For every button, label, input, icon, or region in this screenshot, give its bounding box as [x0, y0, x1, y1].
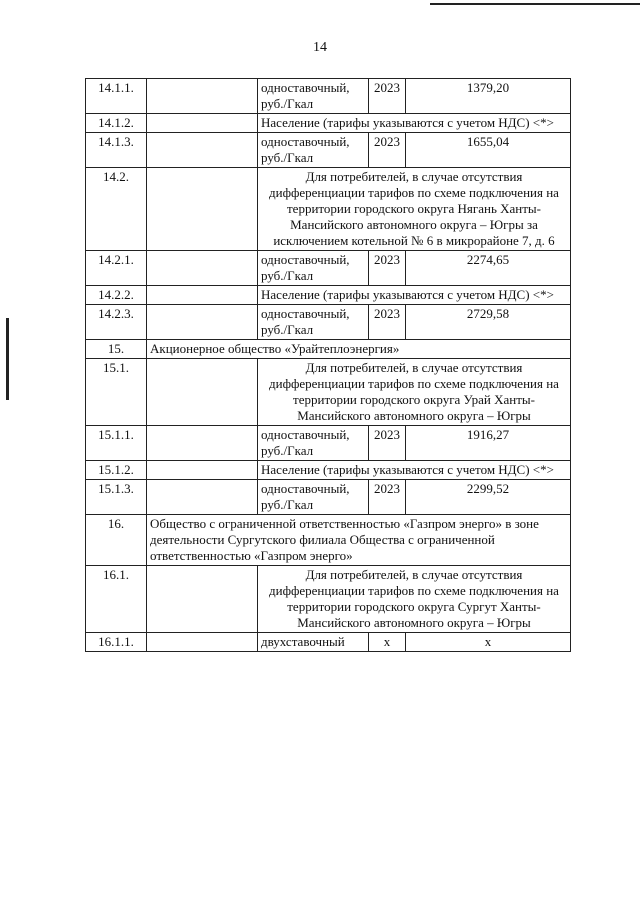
- table-row: [86, 426, 571, 461]
- table-row: [86, 168, 571, 251]
- empty-cell: [147, 286, 258, 305]
- tariff-unit: одноставочный, руб./Гкал: [258, 251, 369, 286]
- empty-cell: [147, 79, 258, 114]
- empty-cell: [147, 114, 258, 133]
- empty-cell: [147, 566, 258, 633]
- note-text: Население (тарифы указываются с учетом НДС) <*>: [258, 461, 571, 480]
- row-number: 15.1.: [86, 359, 147, 426]
- tariff-unit: одноставочный, руб./Гкал: [258, 305, 369, 340]
- empty-cell: [147, 633, 258, 652]
- table-row: [86, 633, 571, 652]
- tariff-year: 2023: [369, 251, 406, 286]
- tariff-year: 2023: [369, 305, 406, 340]
- row-number: 15.1.3.: [86, 480, 147, 515]
- tariff-year: 2023: [369, 480, 406, 515]
- empty-cell: [147, 461, 258, 480]
- empty-cell: [147, 480, 258, 515]
- group-heading: Для потребителей, в случае отсутствия дифференциации тарифов по схеме подключения на территории городского округа Сургут Ханты-Мансийского автономного округа – Югры: [258, 566, 571, 633]
- table-row: [86, 461, 571, 480]
- tariff-unit: двухставочный: [258, 633, 369, 652]
- organization-name: Акционерное общество «Урайтеплоэнергия»: [147, 340, 571, 359]
- tariff-unit: одноставочный, руб./Гкал: [258, 79, 369, 114]
- scan-edge-line: [430, 3, 640, 5]
- tariff-price: 2729,58: [406, 305, 571, 340]
- tariff-unit: одноставочный, руб./Гкал: [258, 426, 369, 461]
- empty-cell: [147, 426, 258, 461]
- row-number: 15.1.1.: [86, 426, 147, 461]
- tariff-price: 1916,27: [406, 426, 571, 461]
- tariff-unit: одноставочный, руб./Гкал: [258, 133, 369, 168]
- scan-margin-mark: [6, 318, 9, 400]
- row-number: 14.2.3.: [86, 305, 147, 340]
- row-number: 15.: [86, 340, 147, 359]
- table-row: [86, 114, 571, 133]
- note-text: Население (тарифы указываются с учетом НДС) <*>: [258, 286, 571, 305]
- tariff-price: х: [406, 633, 571, 652]
- row-number: 16.: [86, 515, 147, 566]
- row-number: 16.1.: [86, 566, 147, 633]
- tariff-price: 2299,52: [406, 480, 571, 515]
- tariff-unit: одноставочный, руб./Гкал: [258, 480, 369, 515]
- empty-cell: [147, 168, 258, 251]
- row-number: 14.2.2.: [86, 286, 147, 305]
- group-heading: Для потребителей, в случае отсутствия дифференциации тарифов по схеме подключения на территории городского округа Урай Ханты-Мансийского автономного округа – Югры: [258, 359, 571, 426]
- tariff-price: 1655,04: [406, 133, 571, 168]
- table-row: [86, 480, 571, 515]
- table-row: [86, 359, 571, 426]
- empty-cell: [147, 251, 258, 286]
- tariff-year: 2023: [369, 79, 406, 114]
- empty-cell: [147, 305, 258, 340]
- table-row: [86, 515, 571, 566]
- tariff-price: 1379,20: [406, 79, 571, 114]
- row-number: 14.1.1.: [86, 79, 147, 114]
- row-number: 14.1.2.: [86, 114, 147, 133]
- table-row: [86, 305, 571, 340]
- empty-cell: [147, 133, 258, 168]
- tariff-year: 2023: [369, 133, 406, 168]
- row-number: 16.1.1.: [86, 633, 147, 652]
- empty-cell: [147, 359, 258, 426]
- organization-name: Общество с ограниченной ответственностью «Газпром энерго» в зоне деятельности Сургутского филиала Общества с ограниченной ответственностью «Газпром энерго»: [147, 515, 571, 566]
- table-row: [86, 340, 571, 359]
- table-row: [86, 251, 571, 286]
- page-number: 14: [313, 40, 327, 55]
- group-heading: Для потребителей, в случае отсутствия дифференциации тарифов по схеме подключения на территории городского округа Нягань Ханты-Мансийского автономного округа – Югры за исключением котельной № 6 в микрорайоне 7, д. 6: [258, 168, 571, 251]
- tariff-price: 2274,65: [406, 251, 571, 286]
- row-number: 14.2.: [86, 168, 147, 251]
- tariff-table: [85, 78, 571, 652]
- row-number: 14.2.1.: [86, 251, 147, 286]
- row-number: 15.1.2.: [86, 461, 147, 480]
- table-row: [86, 133, 571, 168]
- table-row: [86, 79, 571, 114]
- row-number: 14.1.3.: [86, 133, 147, 168]
- tariff-year: 2023: [369, 426, 406, 461]
- table-row: [86, 286, 571, 305]
- table-row: [86, 566, 571, 633]
- tariff-year: х: [369, 633, 406, 652]
- note-text: Население (тарифы указываются с учетом НДС) <*>: [258, 114, 571, 133]
